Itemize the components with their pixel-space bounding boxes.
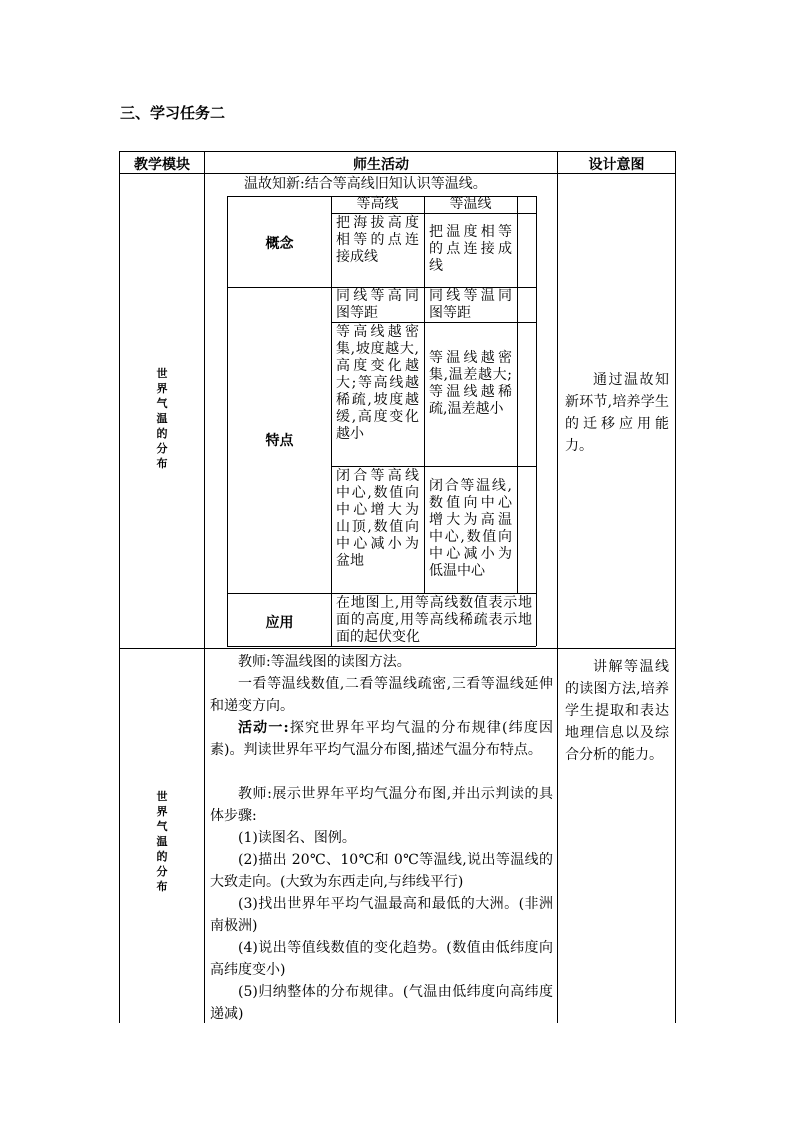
concept-contour: 把海拔高度相等的点连接成线 <box>336 215 419 265</box>
inner-col-divider-3 <box>517 196 518 593</box>
inner-feature-line1 <box>331 322 536 323</box>
inner-feature-line2 <box>331 466 536 467</box>
feature-r1-contour: 同线等高同图等距 <box>336 288 419 321</box>
step-1: (1)读图名、图例。 <box>238 830 356 846</box>
inner-header-bottom <box>331 213 536 214</box>
step-5: (5)归纳整体的分布规律。(气温由低纬度向高纬度递减) <box>210 984 553 1022</box>
inner-left-border <box>227 196 228 646</box>
feature-r3-contour: 闭合等高线中心,数值向中心增大为山顶,数值向中心减小为盆地 <box>336 468 419 569</box>
concept-label: 概念 <box>265 236 294 252</box>
table-top-border <box>119 151 675 152</box>
intro-text: 温故知新:结合等高线旧知认识等温线。 <box>244 176 487 192</box>
inner-header-isotherm: 等温线 <box>449 196 492 212</box>
step-2: (2)描出 20℃、10℃和 0℃等温线,说出等温线的大致走向。(大致为东西走向,与纬线平行) <box>210 852 553 890</box>
row2-paragraph-2: 一看等温线数值,二看等温线疏密,三看等温线延伸和递变方向。 <box>210 676 553 714</box>
activity-paragraph <box>210 717 553 761</box>
inner-feature-bottom <box>227 593 536 594</box>
header-activity: 师生活动 <box>353 157 409 173</box>
section-heading: 三、学习任务二 <box>120 104 226 122</box>
header-intent: 设计意图 <box>588 157 645 173</box>
inner-col-divider-1 <box>331 196 332 646</box>
inner-header-contour: 等高线 <box>356 196 399 212</box>
activity-title: 活动一: <box>238 720 289 736</box>
feature-r2-isotherm: 等温线越密集,温差越大;等温线越稀疏,温差越小 <box>429 350 512 417</box>
intent-row1: 通过温故知新环节,培养学生的迁移应用能力。 <box>565 372 669 454</box>
step-4: (4)说出等值线数值的变化趋势。(数值由低纬度向高纬度变小) <box>210 940 553 978</box>
table-right-border <box>675 151 676 1023</box>
module-label-row1: 世界气温的分布 <box>156 367 168 470</box>
table-left-border <box>119 151 120 1023</box>
module-label-row2: 世界气温的分布 <box>156 790 168 893</box>
feature-r2-contour: 等高线越密集,坡度越大,高度变化越大;等高线越稀疏,坡度越缓,高度变化越小 <box>336 324 419 442</box>
table-col-divider-1 <box>204 151 205 1023</box>
intent-row2: 讲解等温线的读图方法,培养学生提取和表达地理信息以及综合分析的能力。 <box>565 659 669 763</box>
table-col-divider-2 <box>557 151 558 1023</box>
inner-col-divider-2 <box>424 196 425 593</box>
step-3: (3)找出世界年平均气温最高和最低的大洲。(非洲 南极洲) <box>210 896 553 934</box>
row2-paragraph-4: 教师:展示世界年平均气温分布图,并出示判读的具体步骤: <box>210 786 553 824</box>
feature-r1-isotherm: 同线等温同图等距 <box>429 288 512 321</box>
row-divider <box>119 648 675 649</box>
inner-right-border <box>536 196 537 646</box>
row2-paragraph-1: 教师:等温线图的读图方法。 <box>238 654 411 670</box>
concept-isotherm: 把温度相等的点连接成线 <box>429 224 512 274</box>
activity-text: 探究世界年平均气温的分布规律(纬度因素)。判读世界年平均气温分布图,描述气温分布特点。 <box>210 720 553 758</box>
inner-bottom-border <box>227 646 536 647</box>
header-module: 教学模块 <box>134 157 190 173</box>
application-text: 在地图上,用等高线数值表示地面的高度,用等高线稀疏表示地面的起伏变化 <box>336 595 532 645</box>
application-label: 应用 <box>265 615 294 631</box>
feature-r3-isotherm: 闭合等温线,数值向中心增大为高温中心,数值向中心减小为低温中心 <box>429 478 512 579</box>
feature-label: 特点 <box>265 433 294 449</box>
